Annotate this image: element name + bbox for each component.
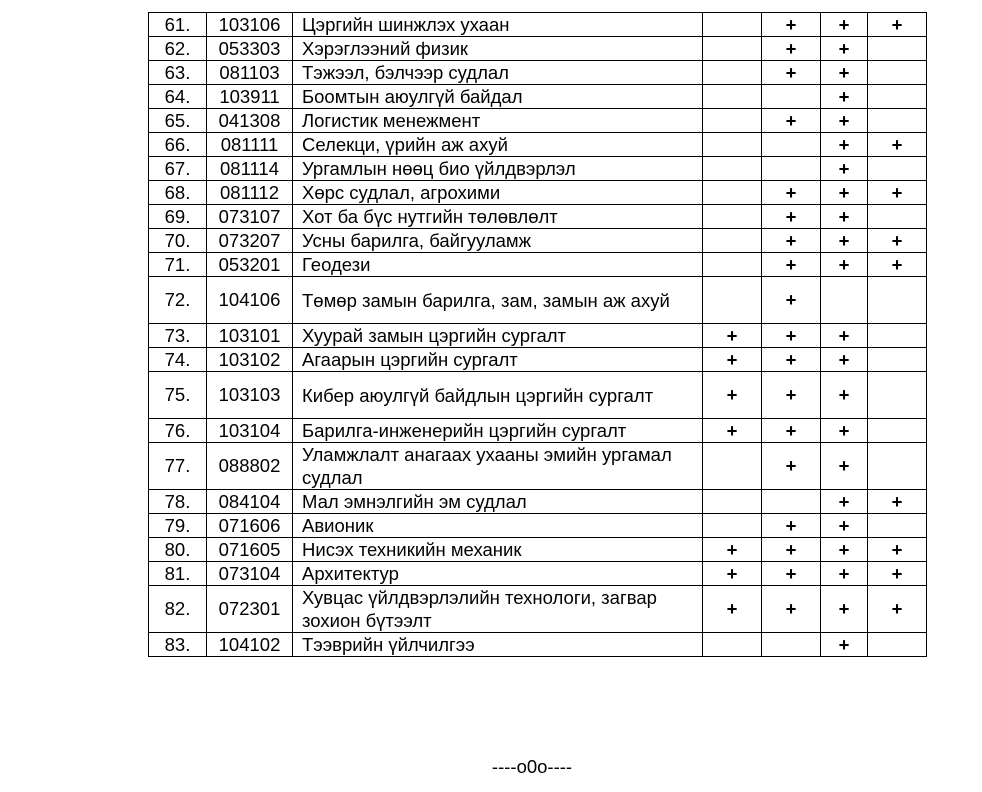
program-name: Тээврийн үйлчилгээ <box>293 633 703 657</box>
mark-cell-3: + <box>821 562 868 586</box>
table-row <box>149 633 927 657</box>
mark-cell-2: + <box>762 538 821 562</box>
program-name: Хэрэглээний физик <box>293 37 703 61</box>
mark-cell-4 <box>868 37 927 61</box>
mark-cell-3 <box>821 277 868 324</box>
row-number: 67. <box>149 157 207 181</box>
table-row <box>149 348 927 372</box>
mark-cell-3: + <box>821 13 868 37</box>
mark-cell-2: + <box>762 324 821 348</box>
mark-cell-1 <box>703 109 762 133</box>
mark-cell-3: + <box>821 324 868 348</box>
program-code: 071606 <box>207 514 293 538</box>
row-number: 64. <box>149 85 207 109</box>
mark-cell-1 <box>703 443 762 490</box>
program-name: Селекци, үрийн аж ахуй <box>293 133 703 157</box>
program-code: 073104 <box>207 562 293 586</box>
table-row <box>149 586 927 633</box>
table-row <box>149 538 927 562</box>
mark-cell-2 <box>762 633 821 657</box>
program-name: Кибер аюулгүй байдлын цэргийн сургалт <box>293 372 703 419</box>
program-code: 103911 <box>207 85 293 109</box>
row-number: 73. <box>149 324 207 348</box>
table-row <box>149 13 927 37</box>
mark-cell-2: + <box>762 277 821 324</box>
program-code: 081111 <box>207 133 293 157</box>
mark-cell-4 <box>868 348 927 372</box>
program-code: 104102 <box>207 633 293 657</box>
mark-cell-1 <box>703 157 762 181</box>
mark-cell-1 <box>703 13 762 37</box>
mark-cell-1 <box>703 85 762 109</box>
table-row <box>149 419 927 443</box>
mark-cell-3: + <box>821 37 868 61</box>
mark-cell-2: + <box>762 229 821 253</box>
row-number: 78. <box>149 490 207 514</box>
mark-cell-2 <box>762 157 821 181</box>
program-name: Геодези <box>293 253 703 277</box>
table-row <box>149 85 927 109</box>
program-code: 081114 <box>207 157 293 181</box>
mark-cell-4: + <box>868 586 927 633</box>
program-name: Усны барилга, байгууламж <box>293 229 703 253</box>
mark-cell-1 <box>703 37 762 61</box>
table-row <box>149 61 927 85</box>
mark-cell-2: + <box>762 205 821 229</box>
mark-cell-1: + <box>703 586 762 633</box>
program-name: Хуурай замын цэргийн сургалт <box>293 324 703 348</box>
mark-cell-4 <box>868 324 927 348</box>
table-row <box>149 205 927 229</box>
program-code: 073207 <box>207 229 293 253</box>
mark-cell-4 <box>868 109 927 133</box>
row-number: 61. <box>149 13 207 37</box>
program-code: 053303 <box>207 37 293 61</box>
mark-cell-4 <box>868 277 927 324</box>
program-code: 071605 <box>207 538 293 562</box>
program-name: Агаарын цэргийн сургалт <box>293 348 703 372</box>
row-number: 66. <box>149 133 207 157</box>
mark-cell-3: + <box>821 157 868 181</box>
mark-cell-3: + <box>821 443 868 490</box>
mark-cell-2: + <box>762 443 821 490</box>
program-code: 081112 <box>207 181 293 205</box>
mark-cell-2 <box>762 85 821 109</box>
program-code: 088802 <box>207 443 293 490</box>
program-code: 041308 <box>207 109 293 133</box>
mark-cell-2: + <box>762 253 821 277</box>
row-number: 65. <box>149 109 207 133</box>
mark-cell-1: + <box>703 419 762 443</box>
program-code: 053201 <box>207 253 293 277</box>
table-row <box>149 133 927 157</box>
mark-cell-2: + <box>762 372 821 419</box>
mark-cell-1 <box>703 181 762 205</box>
table-row <box>149 443 927 490</box>
row-number: 75. <box>149 372 207 419</box>
mark-cell-1: + <box>703 348 762 372</box>
mark-cell-1 <box>703 61 762 85</box>
mark-cell-3: + <box>821 372 868 419</box>
row-number: 82. <box>149 586 207 633</box>
mark-cell-4 <box>868 85 927 109</box>
mark-cell-3: + <box>821 61 868 85</box>
program-code: 081103 <box>207 61 293 85</box>
row-number: 70. <box>149 229 207 253</box>
row-number: 81. <box>149 562 207 586</box>
program-code: 103104 <box>207 419 293 443</box>
mark-cell-4 <box>868 514 927 538</box>
mark-cell-4 <box>868 372 927 419</box>
mark-cell-2: + <box>762 514 821 538</box>
row-number: 72. <box>149 277 207 324</box>
row-number: 62. <box>149 37 207 61</box>
program-name: Тэжээл, бэлчээр судлал <box>293 61 703 85</box>
mark-cell-2: + <box>762 562 821 586</box>
mark-cell-4 <box>868 419 927 443</box>
mark-cell-4: + <box>868 13 927 37</box>
program-name: Хувцас үйлдвэрлэлийн технологи, загвар зохион бүтээлт <box>293 586 703 633</box>
program-name: Нисэх техникийн механик <box>293 538 703 562</box>
mark-cell-2: + <box>762 61 821 85</box>
mark-cell-4: + <box>868 538 927 562</box>
mark-cell-3: + <box>821 253 868 277</box>
table-row <box>149 229 927 253</box>
mark-cell-3: + <box>821 419 868 443</box>
mark-cell-4: + <box>868 253 927 277</box>
row-number: 69. <box>149 205 207 229</box>
mark-cell-3: + <box>821 538 868 562</box>
table-row <box>149 181 927 205</box>
end-marker: ----o0o---- <box>491 756 573 777</box>
mark-cell-2: + <box>762 348 821 372</box>
mark-cell-2 <box>762 133 821 157</box>
table-row <box>149 277 927 324</box>
mark-cell-4: + <box>868 562 927 586</box>
mark-cell-3: + <box>821 348 868 372</box>
row-number: 68. <box>149 181 207 205</box>
program-name: Логистик менежмент <box>293 109 703 133</box>
table-row <box>149 109 927 133</box>
mark-cell-4 <box>868 443 927 490</box>
mark-cell-1: + <box>703 562 762 586</box>
row-number: 63. <box>149 61 207 85</box>
mark-cell-4: + <box>868 133 927 157</box>
program-code: 103106 <box>207 13 293 37</box>
table-row <box>149 562 927 586</box>
row-number: 71. <box>149 253 207 277</box>
mark-cell-1: + <box>703 538 762 562</box>
row-number: 74. <box>149 348 207 372</box>
program-code: 103103 <box>207 372 293 419</box>
row-number: 80. <box>149 538 207 562</box>
mark-cell-3: + <box>821 586 868 633</box>
mark-cell-1 <box>703 253 762 277</box>
mark-cell-3: + <box>821 229 868 253</box>
table-row <box>149 324 927 348</box>
program-name: Авионик <box>293 514 703 538</box>
mark-cell-1: + <box>703 372 762 419</box>
mark-cell-3: + <box>821 181 868 205</box>
mark-cell-2: + <box>762 419 821 443</box>
mark-cell-1 <box>703 277 762 324</box>
table-row <box>149 157 927 181</box>
mark-cell-1 <box>703 514 762 538</box>
mark-cell-1 <box>703 490 762 514</box>
row-number: 79. <box>149 514 207 538</box>
mark-cell-2 <box>762 490 821 514</box>
program-code: 104106 <box>207 277 293 324</box>
program-code: 084104 <box>207 490 293 514</box>
program-name: Мал эмнэлгийн эм судлал <box>293 490 703 514</box>
program-code: 103101 <box>207 324 293 348</box>
program-name: Боомтын аюулгүй байдал <box>293 85 703 109</box>
program-code: 103102 <box>207 348 293 372</box>
table-row <box>149 37 927 61</box>
table-row <box>149 490 927 514</box>
mark-cell-1 <box>703 633 762 657</box>
mark-cell-2: + <box>762 13 821 37</box>
mark-cell-2: + <box>762 37 821 61</box>
row-number: 77. <box>149 443 207 490</box>
mark-cell-3: + <box>821 85 868 109</box>
table-row <box>149 372 927 419</box>
program-name: Архитектур <box>293 562 703 586</box>
mark-cell-1 <box>703 205 762 229</box>
mark-cell-4 <box>868 157 927 181</box>
mark-cell-4: + <box>868 490 927 514</box>
mark-cell-2: + <box>762 181 821 205</box>
mark-cell-3: + <box>821 514 868 538</box>
mark-cell-2: + <box>762 586 821 633</box>
mark-cell-4 <box>868 633 927 657</box>
mark-cell-4 <box>868 205 927 229</box>
row-number: 83. <box>149 633 207 657</box>
program-name: Цэргийн шинжлэх ухаан <box>293 13 703 37</box>
table-row <box>149 514 927 538</box>
table-row <box>149 253 927 277</box>
mark-cell-3: + <box>821 490 868 514</box>
row-number: 76. <box>149 419 207 443</box>
program-name: Барилга-инженерийн цэргийн сургалт <box>293 419 703 443</box>
mark-cell-1 <box>703 229 762 253</box>
program-name: Ургамлын нөөц био үйлдвэрлэл <box>293 157 703 181</box>
program-code: 073107 <box>207 205 293 229</box>
mark-cell-4: + <box>868 229 927 253</box>
mark-cell-1: + <box>703 324 762 348</box>
program-name: Хот ба бүс нутгийн төлөвлөлт <box>293 205 703 229</box>
programs-table <box>148 12 927 657</box>
mark-cell-3: + <box>821 633 868 657</box>
mark-cell-3: + <box>821 109 868 133</box>
mark-cell-1 <box>703 133 762 157</box>
program-code: 072301 <box>207 586 293 633</box>
mark-cell-4: + <box>868 181 927 205</box>
mark-cell-4 <box>868 61 927 85</box>
program-name: Хөрс судлал, агрохими <box>293 181 703 205</box>
mark-cell-3: + <box>821 133 868 157</box>
program-name: Төмөр замын барилга, зам, замын аж ахуй <box>293 277 703 324</box>
mark-cell-2: + <box>762 109 821 133</box>
programs-table-body <box>149 13 927 657</box>
mark-cell-3: + <box>821 205 868 229</box>
program-name: Уламжлалт анагаах ухааны эмийн ургамал судлал <box>293 443 703 490</box>
